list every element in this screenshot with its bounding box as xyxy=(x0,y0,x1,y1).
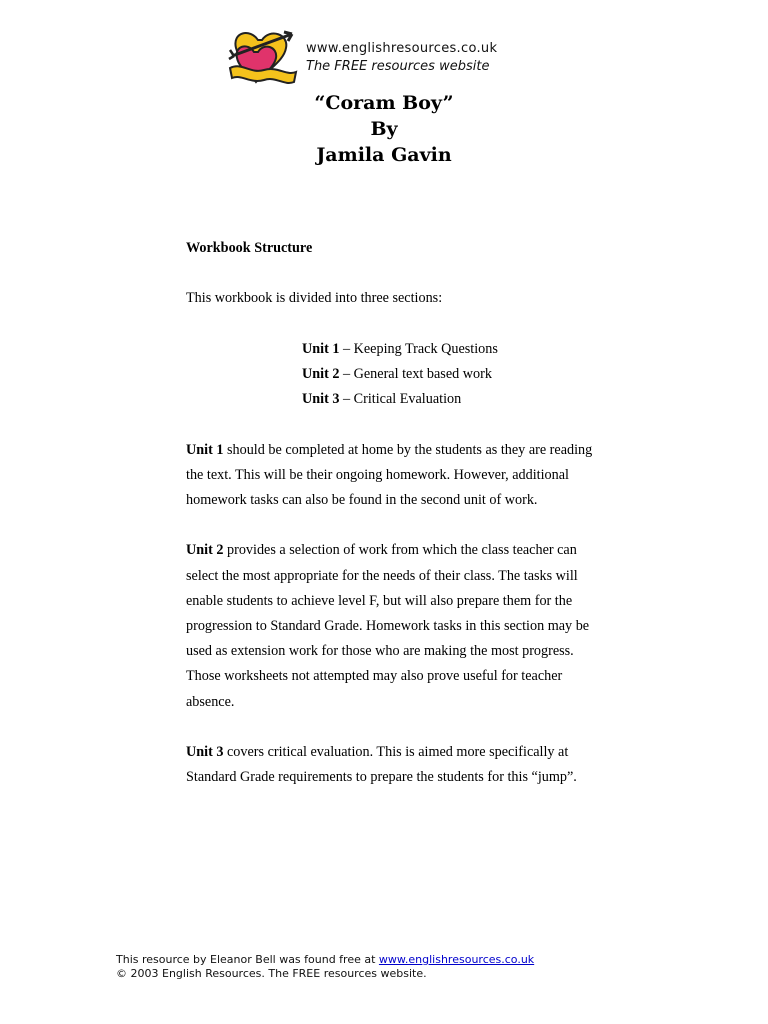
paragraph-text: provides a selection of work from which the class teacher can select the most appropriate for the needs of their class. The tasks will enable students to achieve level F, but will also prepare them for the progression to Standard Grade. Homework tasks in this section may be used as extension work for those who are making the most progress. Those worksheets not attempted may also prove useful for teacher absence. xyxy=(186,542,590,710)
document-body xyxy=(186,236,606,816)
section-heading: Workbook Structure xyxy=(186,240,313,256)
unit-description: – Keeping Track Questions xyxy=(339,340,498,357)
paragraph-text: should be completed at home by the students as they are reading the text. This will be their ongoing homework. However, additional homework tasks can also be found in the second unit of work. xyxy=(186,441,593,508)
list-item xyxy=(302,337,606,362)
unit-description: – General text based work xyxy=(339,365,492,382)
footer-copyright: © 2003 English Resources. The FREE resources website. xyxy=(116,967,427,980)
site-tagline: The FREE resources website xyxy=(306,59,490,74)
paragraph-label: Unit 3 xyxy=(186,743,224,760)
footer-line-1 xyxy=(116,953,534,967)
unit-label: Unit 3 xyxy=(302,391,340,408)
paragraph-label: Unit 2 xyxy=(186,542,224,559)
site-url: www.englishresources.co.uk xyxy=(306,41,498,56)
page-footer xyxy=(116,953,534,981)
units-list xyxy=(302,337,606,413)
paragraph-text: covers critical evaluation. This is aimed more specifically at Standard Grade requirements to prepare the students for this “jump”. xyxy=(186,743,577,786)
list-item xyxy=(302,362,606,387)
unit-label: Unit 2 xyxy=(302,365,340,382)
paragraph-unit-1 xyxy=(186,438,606,514)
paragraph-unit-3 xyxy=(186,740,606,790)
title-book: “Coram Boy” xyxy=(314,92,454,114)
paragraph-label: Unit 1 xyxy=(186,441,224,458)
footer-link[interactable]: www.englishresources.co.uk xyxy=(378,953,535,966)
unit-label: Unit 1 xyxy=(302,340,340,357)
paragraph-unit-2 xyxy=(186,538,606,714)
intro-text: This workbook is divided into three sections: xyxy=(186,290,443,307)
title-by: By xyxy=(370,118,398,140)
unit-description: – Critical Evaluation xyxy=(339,391,462,408)
title-author: Jamila Gavin xyxy=(316,144,452,166)
footer-credit: This resource by Eleanor Bell was found free at xyxy=(116,953,379,966)
document-title xyxy=(0,90,768,168)
list-item xyxy=(302,387,606,412)
heart-arrow-logo-icon xyxy=(228,26,300,88)
